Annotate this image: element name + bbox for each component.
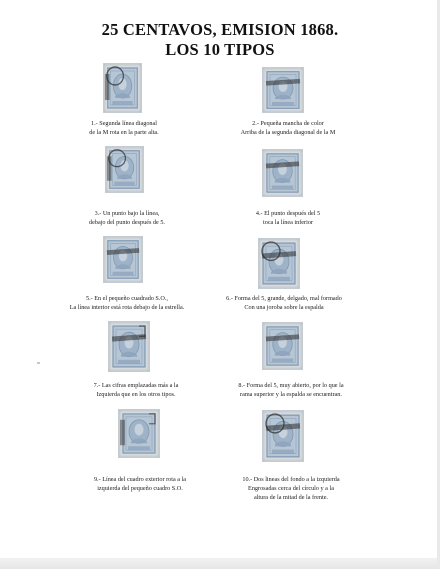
stamp-type-7: [108, 321, 150, 372]
caption-type-7: 7.- Las cifras emplazadas más a la Izquierda que en los otros tipos.: [93, 382, 179, 398]
caption-type-10: 10.- Dos lineas del fondo a la izquierda Engrosadas cerca del círculo y a la altura de la mitad de la frente.: [242, 476, 340, 501]
stamp-type-2: [262, 67, 304, 113]
caption-type-9: 9.- Línea del cuadro exterior rota a la izquierda del pequeño cuadro S.O.: [93, 476, 187, 492]
caption-type-5: 5.- En el pequeño cuadrado S.O., La línea interior está rota debajo de la estrella.: [69, 295, 185, 311]
page-title: 25 CENTAVOS, EMISION 1868.: [101, 20, 339, 39]
page-subtitle: LOS 10 TIPOS: [165, 40, 275, 59]
stamp-picture: [263, 411, 303, 461]
stamp-picture: [106, 147, 143, 192]
stamp-type-3: [105, 146, 144, 193]
stamp-type-9: [118, 409, 160, 458]
stamp-picture: [119, 410, 159, 457]
stamp-picture: [263, 323, 302, 369]
stamp-picture: [104, 64, 141, 112]
stamp-type-8: [262, 322, 303, 370]
stamp-picture: [263, 68, 303, 112]
paper-speck: [37, 362, 40, 364]
stamp-type-10: [262, 410, 304, 462]
stamp-picture: [263, 150, 302, 196]
caption-type-8: 8.- Forma del 5, muy abierto, por lo que la rama superior y la espalda se encuentran.: [238, 382, 344, 398]
stamp-picture: [104, 237, 142, 282]
stamp-type-5: [103, 236, 143, 283]
caption-type-3: 3.- Un punto bajo la línea, debajo del punto después de 5.: [89, 210, 165, 226]
stamp-type-1: [103, 63, 142, 113]
caption-type-1: 1.- Segunda línea diagonal de la M rota en la parte alta.: [89, 120, 159, 136]
stamp-picture: [109, 322, 149, 371]
scan-bottom-edge: [0, 558, 440, 569]
caption-type-4: 4.- El punto después del 5 toca la línea inferior: [255, 210, 321, 226]
stamp-type-6: [258, 238, 300, 289]
stamp-picture: [259, 239, 299, 288]
stamp-type-4: [262, 149, 303, 197]
caption-type-6: 6.- Forma del 5, grande, delgado, mal formado Con una joroba sobre la espalda: [226, 295, 342, 311]
caption-type-2: 2.- Pequeña mancha de color Arriba de la segunda diagonal de la M: [240, 120, 336, 136]
